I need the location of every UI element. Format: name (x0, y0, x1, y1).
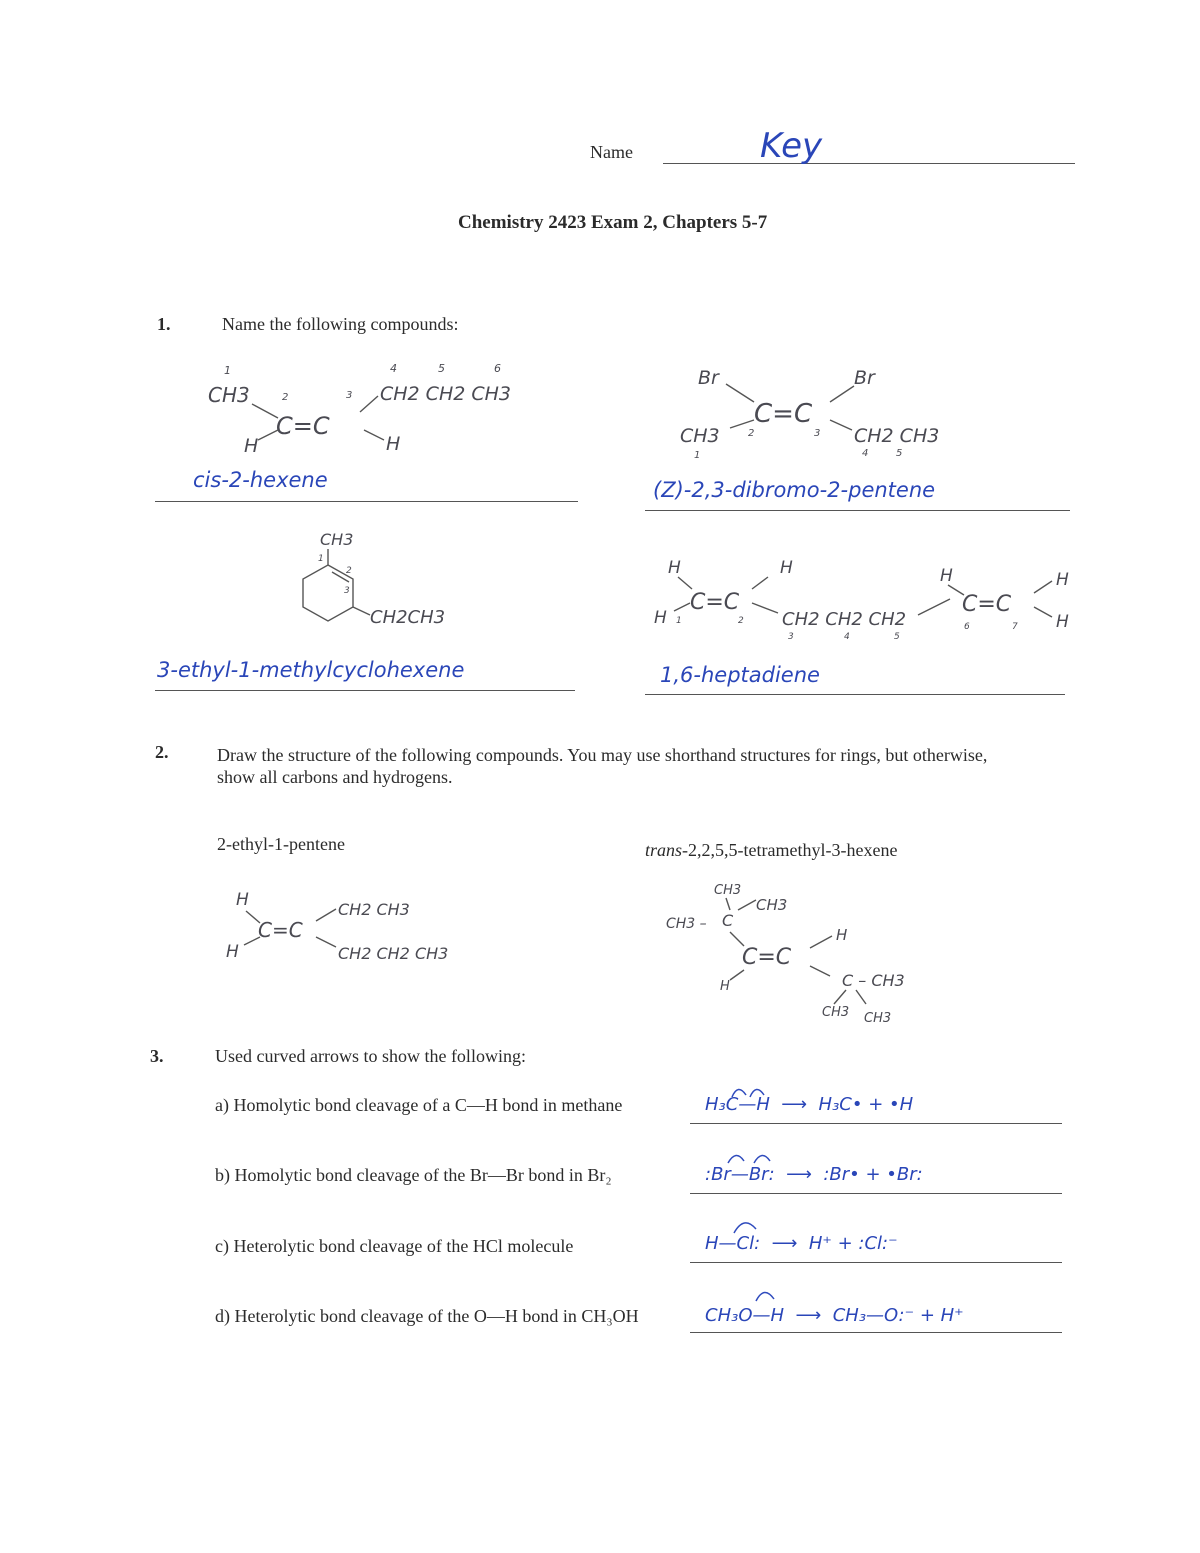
svg-text:CH3: CH3 (756, 896, 788, 914)
svg-text:CH3: CH3 (208, 383, 250, 407)
structure-ethyl-methylcyclohexene (280, 525, 480, 635)
svg-text:C=C: C=C (962, 592, 1012, 617)
svg-text:H: H (1056, 612, 1069, 632)
q3-item-a-label: a) Homolytic bond cleavage of a C—H bond in methane (215, 1095, 623, 1115)
svg-text:H: H (720, 979, 730, 994)
structure-heptadiene (648, 555, 1088, 655)
q2-compound-a: 2-ethyl-1-pentene (217, 834, 345, 854)
q1-answer-d-line (645, 694, 1065, 695)
svg-text:4: 4 (844, 632, 850, 642)
svg-text:H: H (836, 926, 848, 944)
structure-tetramethyl-hexene (660, 880, 960, 1030)
svg-text:C=C: C=C (276, 412, 330, 440)
svg-text:3: 3 (346, 390, 353, 401)
svg-text:CH3: CH3 (822, 1005, 850, 1020)
svg-text:1: 1 (676, 616, 682, 626)
svg-text:4: 4 (390, 362, 397, 375)
svg-text:1: 1 (224, 364, 231, 377)
q3-item-b-label: b) Homolytic bond cleavage of the Br—Br bond in Br₂ (215, 1165, 612, 1185)
q3-item-d-label: d) Heterolytic bond cleavage of the O—H bond in CH₃OH (215, 1306, 639, 1326)
svg-text:2: 2 (282, 392, 289, 403)
svg-text:CH2 CH3: CH2 CH3 (338, 900, 410, 919)
curved-arrows (700, 1075, 1080, 1335)
svg-text:H: H (940, 566, 953, 586)
svg-text:3: 3 (788, 632, 794, 642)
svg-text:5: 5 (438, 362, 445, 375)
svg-text:C – CH3: C – CH3 (842, 971, 905, 990)
q1-prompt: Name the following compounds: (222, 314, 459, 334)
svg-text:2: 2 (748, 428, 755, 439)
q2-number: 2. (155, 742, 169, 762)
svg-text:H: H (244, 435, 259, 457)
svg-text:5: 5 (894, 632, 900, 642)
q3-number: 3. (150, 1046, 164, 1066)
svg-text:C=C: C=C (258, 918, 303, 942)
q1-answer-d: 1,6-heptadiene (660, 663, 820, 687)
q1-answer-a: cis-2-hexene (193, 468, 328, 492)
arrow-a-left (732, 1089, 746, 1097)
q1-number: 1. (157, 314, 171, 334)
arrow-a-right (750, 1089, 764, 1097)
q1-answer-a-line (155, 501, 578, 502)
q2-prompt: Draw the structure of the following compounds. You may use shorthand structures for rings, but otherwise, show all carbons and hydrogens. (217, 745, 988, 787)
q1-answer-c-line (155, 690, 575, 691)
svg-text:C=C: C=C (690, 590, 740, 615)
svg-text:H: H (236, 890, 249, 910)
arrow-d (756, 1292, 774, 1301)
q3-item-d-answer: CH₃O—H ⟶ CH₃—O:⁻ + H⁺ (705, 1305, 964, 1326)
q3-item-a-answer: H₃C—H ⟶ H₃C• + •H (705, 1094, 914, 1115)
q3-item-b-answer: :Br—Br: ⟶ :Br• + •Br: (705, 1164, 923, 1185)
svg-text:H: H (668, 558, 681, 578)
svg-text:CH3: CH3 (680, 425, 720, 447)
svg-text:2: 2 (346, 566, 352, 576)
q1-answer-c: 3-ethyl-1-methylcyclohexene (157, 658, 465, 682)
svg-text:6: 6 (494, 362, 501, 375)
svg-text:CH2CH3: CH2CH3 (370, 607, 446, 628)
svg-text:CH2 CH2 CH3: CH2 CH2 CH3 (380, 383, 512, 405)
svg-text:H: H (1056, 570, 1069, 590)
q2-compound-b-prefix: trans (645, 840, 683, 860)
exam-title: Chemistry 2423 Exam 2, Chapters 5-7 (458, 212, 768, 233)
svg-text:2: 2 (738, 616, 744, 626)
svg-text:6: 6 (964, 622, 970, 632)
name-label: Name (590, 142, 633, 162)
svg-text:H: H (386, 433, 401, 455)
q1-answer-b-line (645, 510, 1070, 511)
svg-text:CH3 –: CH3 – (666, 916, 707, 932)
q2-compound-b (645, 840, 897, 861)
svg-text:H: H (780, 558, 793, 578)
svg-text:CH2 CH2 CH2: CH2 CH2 CH2 (782, 609, 907, 630)
q3-item-c-label: c) Heterolytic bond cleavage of the HCl molecule (215, 1236, 574, 1256)
svg-text:4: 4 (862, 448, 869, 459)
svg-text:H: H (654, 608, 667, 628)
svg-text:1: 1 (318, 554, 324, 564)
svg-text:Br: Br (854, 367, 875, 389)
q2-compound-b-rest: -2,2,5,5-tetramethyl-3-hexene (682, 840, 898, 860)
svg-text:1: 1 (694, 450, 701, 461)
svg-text:CH2 CH3: CH2 CH3 (854, 425, 940, 447)
svg-text:Br: Br (698, 367, 719, 389)
structure-ethyl-pentene (220, 885, 500, 975)
q3-prompt: Used curved arrows to show the following: (215, 1046, 526, 1066)
svg-text:5: 5 (896, 448, 903, 459)
structure-cis-2-hexene (200, 360, 560, 460)
svg-text:3: 3 (814, 428, 821, 439)
name-value: Key (760, 126, 823, 166)
svg-text:H: H (226, 942, 239, 962)
svg-text:7: 7 (1012, 622, 1018, 632)
structure-dibromo-pentene (670, 362, 1000, 462)
svg-text:3: 3 (344, 586, 350, 596)
svg-text:C=C: C=C (754, 399, 813, 429)
name-underline (663, 163, 1075, 164)
svg-text:CH3: CH3 (864, 1011, 892, 1026)
q1-answer-b: (Z)-2,3-dibromo-2-pentene (653, 478, 936, 502)
arrow-b-right (754, 1155, 770, 1163)
svg-text:CH3: CH3 (320, 530, 354, 549)
svg-text:CH2 CH2 CH3: CH2 CH2 CH3 (338, 944, 449, 963)
svg-text:C: C (722, 911, 734, 930)
q3-item-c-answer: H—Cl: ⟶ H⁺ + :Cl:⁻ (705, 1233, 898, 1254)
svg-text:CH3: CH3 (714, 883, 742, 898)
svg-text:C=C: C=C (742, 945, 792, 970)
arrow-b-left (728, 1155, 744, 1163)
arrow-c (734, 1223, 756, 1233)
